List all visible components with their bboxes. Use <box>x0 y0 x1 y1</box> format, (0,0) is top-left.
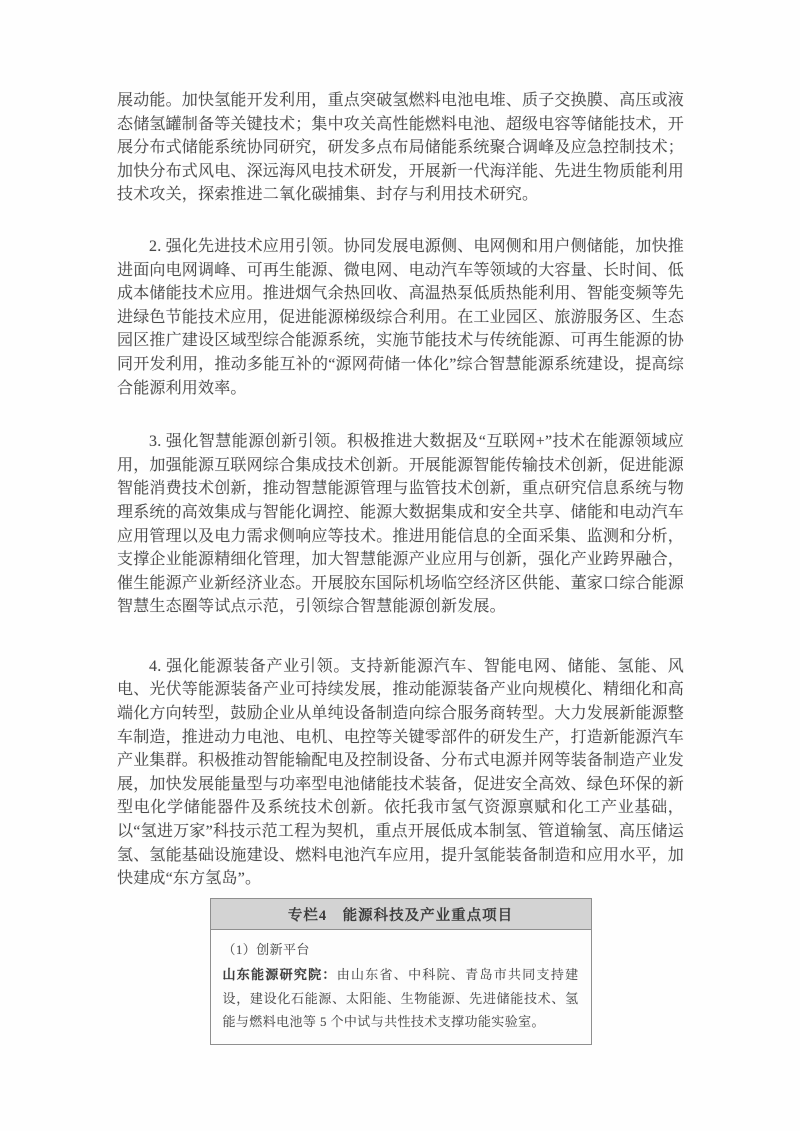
paragraph-energy-equipment-industry: 4. 强化能源装备产业引领。支持新能源汽车、智能电网、储能、氢能、风电、光伏等能源装备产业可持续发展，推动能源装备产业向规模化、精细化和高端化方向转型，鼓励企业从单纯设备制造向综合服务商转型。大力发展新能源整车制造，推进动力电池、电机、电控等关键零部件的研发生产，打造新能源汽车产业集群。积极推动智能输配电及控制设备、分布式电源并网等装备制造产业发展，加快发展能量型与功率型电池储能技术装备，促进安全高效、绿色环保的新型电化学储能器件及系统技术创新。依托我市氢气资源禀赋和化工产业基础，以“氢进万家”科技示范工程为契机，重点开展低成本制氢、管道输氢、高压储运氢、氢能基础设施建设、燃料电池汽车应用，提升氢能装备制造和应用水平，加快建成“东方氢岛”。 <box>117 657 685 888</box>
text-column <box>117 89 684 1045</box>
callout-section-label-innovation-platform: （1）创新平台 <box>222 941 310 957</box>
callout-box-title: 专栏4 能源科技及产业重点项目 <box>287 907 514 924</box>
callout-box-body <box>211 930 591 1044</box>
callout-box-header <box>211 899 591 930</box>
callout-entry-description: 由山东省、中科院、青岛市共同支持建设，建设化石能源、太阳能、生物能源、先进储能技术、氢能与燃料电池等 5 个中试与共性技术支撑功能实验室。 <box>222 967 579 1030</box>
paragraph-smart-energy-innovation: 3. 强化智慧能源创新引领。积极推进大数据及“互联网+”技术在能源领域应用，加强能源互联网综合集成技术创新。开展能源智能传输技术创新，促进能源智能消费技术创新，推动智慧能源管理与监管技术创新，重点研究信息系统与物理系统的高效集成与智能化调控、能源大数据集成和安全共享、储能和电动汽车应用管理以及电力需求侧响应等技术。推进用能信息的全面采集、监测和分析，支撑企业能源精细化管理，加大智慧能源产业应用与创新，强化产业跨界融合，催生能源产业新经济业态。开展胶东国际机场临空经济区供能、董家口综合能源智慧生态圈等试点示范，引领综合智慧能源创新发展。 <box>117 433 685 616</box>
paragraph-hydrogen-technology: 展动能。加快氢能开发利用，重点突破氢燃料电池电堆、质子交换膜、高压或液态储氢罐制备等关键技术；集中攻关高性能燃料电池、超级电容等储能技术，开展分布式储能系统协同研究，研发多点布局储能系统聚合调峰及应急控制技术；加快分布式风电、深远海风电技术研发，开展新一代海洋能、先进生物质能利用技术攻关，探索推进二氧化碳捕集、封存与利用技术研究。 <box>117 92 685 204</box>
callout-entry-shandong-energy-institute <box>223 963 579 1034</box>
paragraph-advanced-technology-application: 2. 强化先进技术应用引领。协同发展电源侧、电网侧和用户侧储能，加快推进面向电网调峰、可再生能源、微电网、电动汽车等领域的大容量、长时间、低成本储能技术应用。推进烟气余热回收、高温热泵低质热能利用、智能变频等先进绿色节能技术应用，促进能源梯级综合利用。在工业园区、旅游服务区、生态园区推广建设区域型综合能源系统，实施节能技术与传统能源、可再生能源的协同开发利用，推动多能互补的“源网荷储一体化”综合智慧能源系统建设，提高综合能源利用效率。 <box>117 237 685 397</box>
callout-box-key-projects <box>210 898 592 1045</box>
callout-entry-term: 山东能源研究院： <box>222 967 337 983</box>
